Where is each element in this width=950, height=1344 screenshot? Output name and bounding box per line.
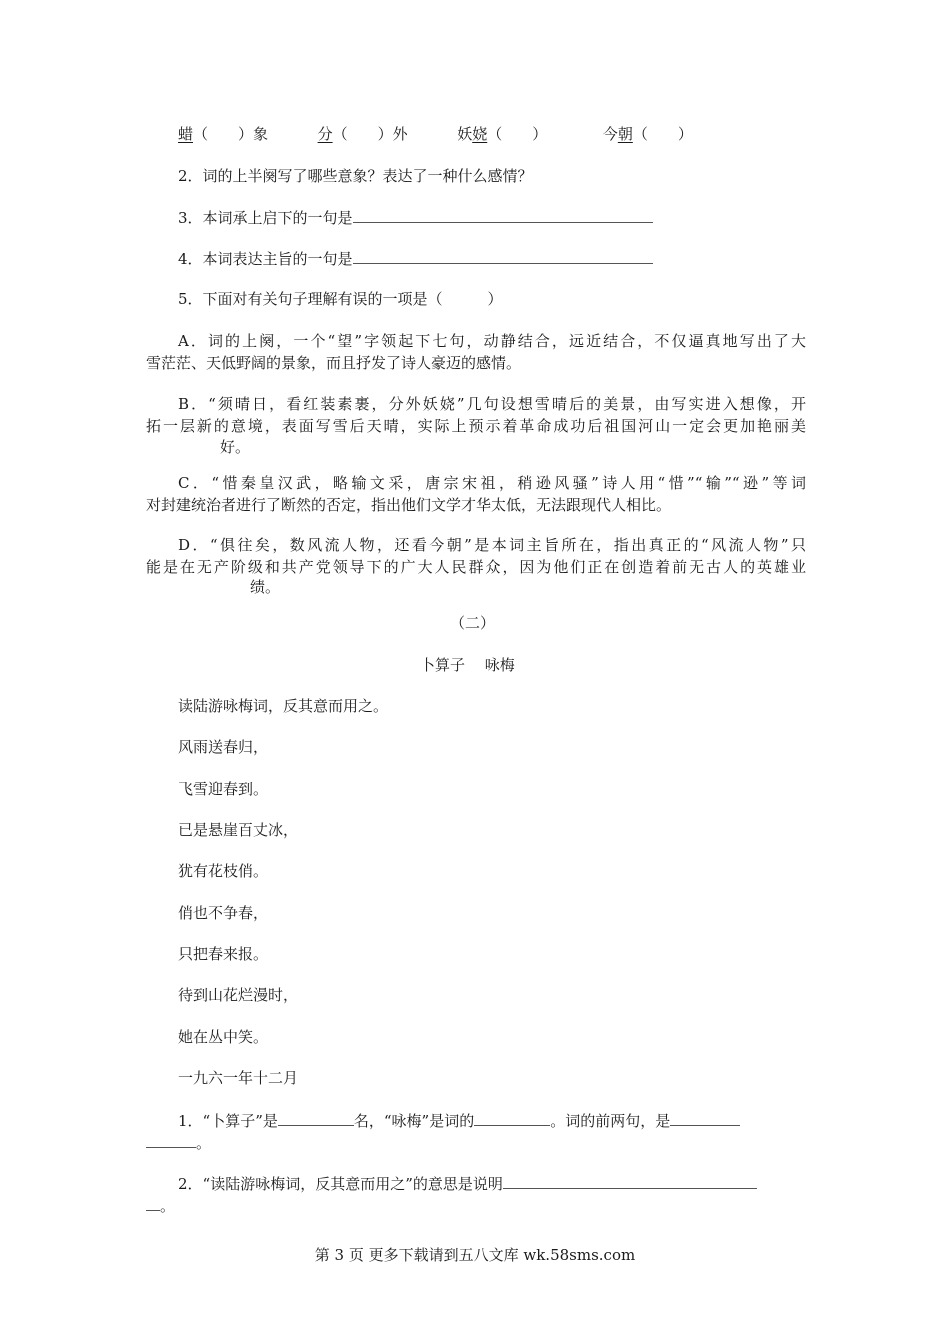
q1-word-row (178, 123, 693, 145)
option-d-line-1: D．“俱往矣，数风流人物，还看今朝”是本词主旨所在，指出真正的“风流人物”只 (178, 536, 806, 554)
poem-line: 风雨送春归， (178, 738, 269, 756)
option-b-line-2: 拓一层新的意境，表面写雪后天晴，实际上预示着革命成功后祖国河山一定会更加艳丽美 (146, 417, 806, 435)
answer-blank[interactable] (503, 1172, 757, 1189)
page-footer: 第 3 页 更多下载请到五八文库 wk.58sms.com (314, 1246, 636, 1264)
poem-line: 她在丛中笑。 (178, 1028, 269, 1046)
question-5: 5．下面对有关句子理解有误的一项是（ ） (178, 290, 503, 308)
q1-word-2: 分（ ）外 (317, 125, 408, 143)
answer-blank[interactable] (353, 247, 653, 264)
option-b-line-1: B．“须晴日，看红装素裹，分外妖娆”几句设想雪晴后的美景，由写实进入想像，开 (178, 395, 806, 413)
poem-question-2: 2．“读陆游咏梅词，反其意而用之”的意思是说明 (178, 1172, 757, 1195)
q1-word-1: 蜡（ ）象 (178, 125, 269, 143)
poem-title: 卜算子 咏梅 (420, 656, 515, 674)
answer-blank[interactable] (146, 1194, 160, 1211)
option-c-line-2: 对封建统治者进行了断然的否定，指出他们文学才华太低，无法跟现代人相比。 (146, 496, 672, 514)
option-d-line-2: 能是在无产阶级和共产党领导下的广大人民群众，因为他们正在创造着前无古人的英雄业 (146, 558, 806, 576)
poem-question-2-cont: 。 (146, 1194, 175, 1217)
poem-line: 待到山花烂漫时， (178, 986, 299, 1004)
poem-question-1-cont: 。 (146, 1131, 211, 1154)
answer-blank[interactable] (353, 206, 653, 223)
q1-word-3: 妖娆（ ） (457, 125, 548, 143)
option-a-line-2: 雪茫茫、天低野阔的景象，而且抒发了诗人豪迈的感情。 (146, 354, 522, 372)
option-a-line-1: A．词的上阕，一个“望”字领起下七句，动静结合，远近结合，不仅逼真地写出了大 (178, 332, 806, 350)
answer-blank[interactable] (670, 1109, 740, 1126)
poem-line: 已是悬崖百丈冰， (178, 821, 299, 839)
poem-question-1: 1．“卜算子”是 名，“咏梅”是词的 。词的前两句，是 (178, 1109, 740, 1132)
poem-line: 犹有花枝俏。 (178, 862, 269, 880)
q1-word-4: 今朝（ ） (602, 125, 693, 143)
poem-line: 俏也不争春， (178, 904, 269, 922)
question-3: 3．本词承上启下的一句是 (178, 206, 653, 229)
answer-blank[interactable] (146, 1131, 196, 1148)
option-b-line-3: 好。 (220, 438, 251, 456)
poem-line: 飞雪迎春到。 (178, 780, 269, 798)
poem-preface: 读陆游咏梅词，反其意而用之。 (178, 697, 389, 715)
poem-line: 只把春来报。 (178, 945, 269, 963)
option-d-line-3: 绩。 (250, 578, 281, 596)
option-c-line-1: C．“惜秦皇汉武，略输文采，唐宗宋祖，稍逊风骚”诗人用“惜”“输”“逊”等词 (178, 474, 806, 492)
section-heading: （二） (450, 614, 496, 632)
question-2: 2．词的上半阕写了哪些意象？表达了一种什么感情？ (178, 167, 533, 185)
question-4: 4．本词表达主旨的一句是 (178, 247, 653, 270)
answer-blank[interactable] (474, 1109, 550, 1126)
answer-blank[interactable] (278, 1109, 354, 1126)
poem-date: 一九六一年十二月 (178, 1069, 299, 1087)
